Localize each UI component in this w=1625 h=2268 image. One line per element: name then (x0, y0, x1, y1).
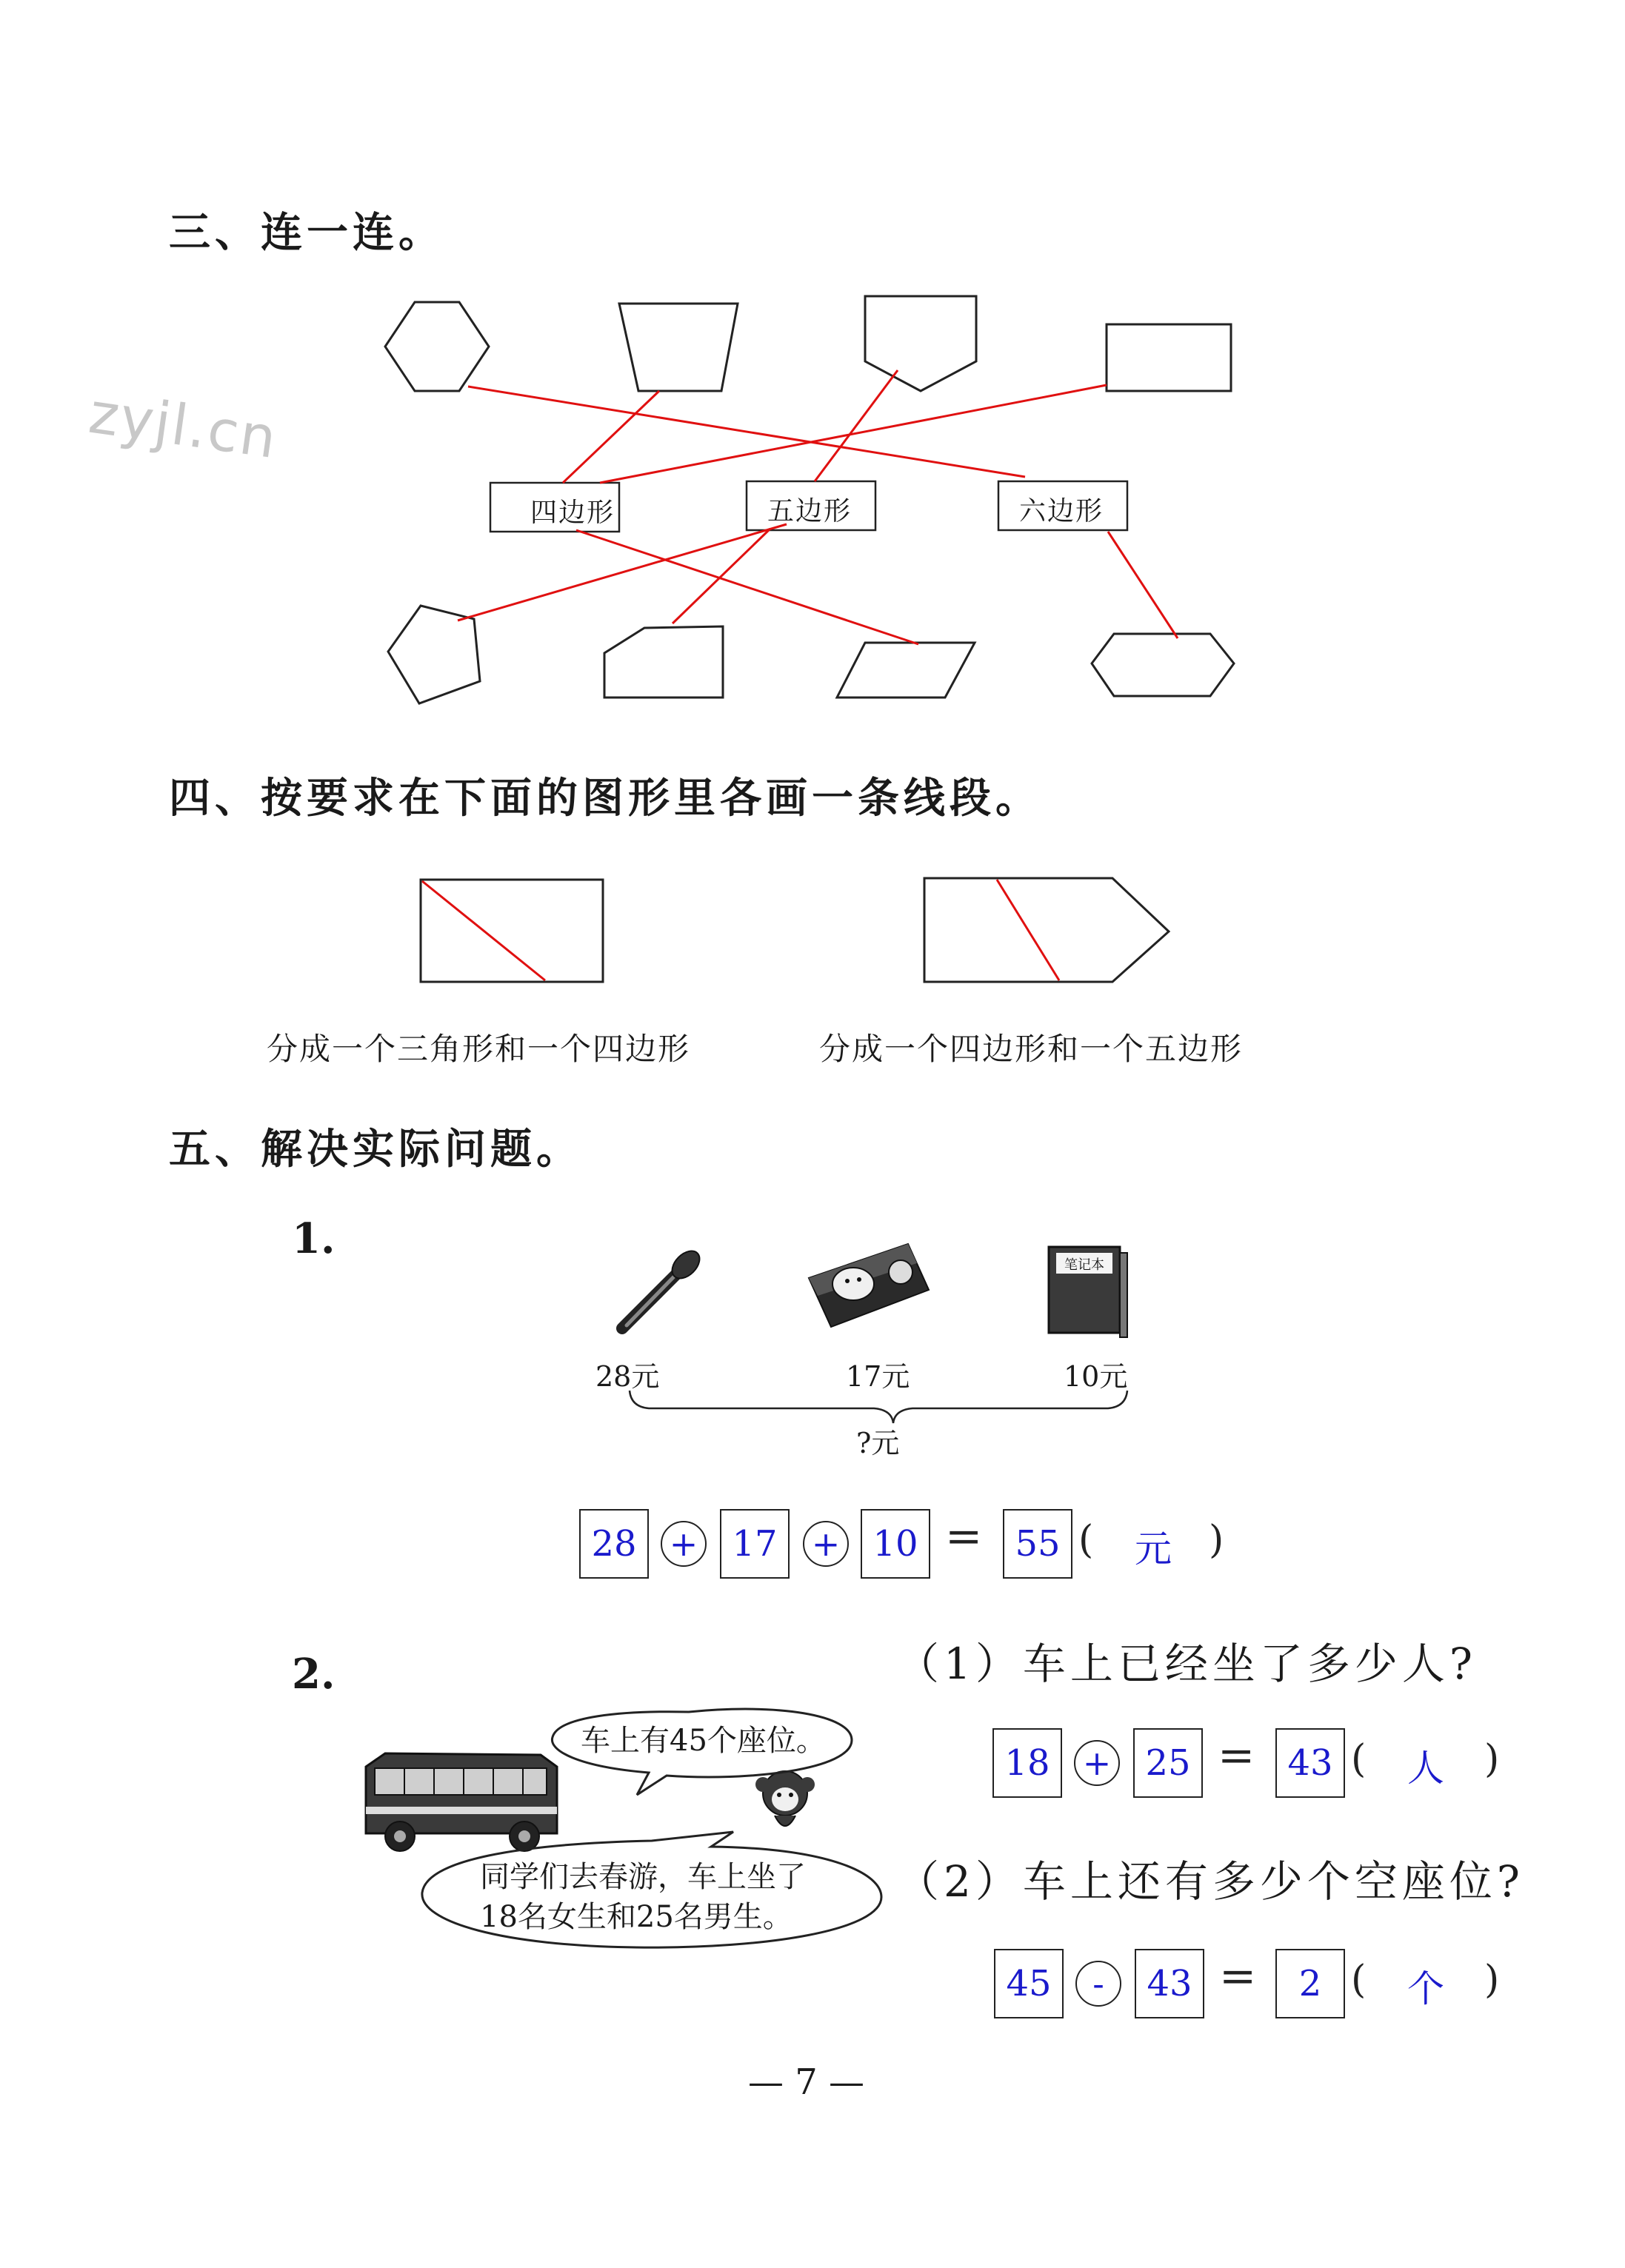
match-line (815, 370, 898, 481)
pentagon-house-shape (604, 626, 723, 698)
match-line (458, 524, 787, 620)
hexagon-top-shape (385, 302, 489, 391)
q2-sub1-operator: + (1074, 1740, 1120, 1786)
match-line (600, 385, 1107, 483)
q2-sub1-paren-close: ) (1484, 1737, 1500, 1782)
q2-sub2-paren-open: ( (1351, 1958, 1367, 2002)
monkey-icon (755, 1771, 815, 1826)
bubble-seats-text: 车上有45个座位。 (581, 1724, 826, 1758)
label-hexagon: 六边形 (1019, 496, 1104, 526)
pencil-case-price: 17元 (846, 1360, 910, 1393)
split-line (997, 880, 1059, 980)
q1-addend-2: 17 (720, 1509, 790, 1579)
rectangle-shape (1107, 324, 1231, 391)
q2-sub2-result: 2 (1275, 1949, 1345, 2018)
q2-sub2-subtrahend: 43 (1135, 1949, 1204, 2018)
q1-operator-2: + (803, 1521, 849, 1567)
watermark: zyjl.cn (85, 379, 282, 472)
q2-sub2-paren-close: ) (1484, 1958, 1500, 2002)
split-rectangle-shape (421, 880, 603, 982)
pentagon-bottom-shape (388, 606, 480, 703)
match-line (1108, 532, 1178, 638)
pen-icon (622, 1246, 704, 1328)
q2-sub1-addend-2: 25 (1133, 1728, 1203, 1798)
caption-quadrilateral-pentagon: 分成一个四边形和一个五边形 (819, 1031, 1244, 1067)
hexagon-bottom-shape (1092, 634, 1234, 696)
notebook-icon (1049, 1247, 1127, 1337)
q2-sub1-unit: 人 (1407, 1747, 1444, 1790)
q2-sub1-addend-1: 18 (992, 1728, 1062, 1798)
question-number-1: 1. (292, 1214, 336, 1263)
question-number-2: 2. (292, 1650, 336, 1699)
total-price: ?元 (856, 1427, 900, 1459)
parallelogram-shape (837, 643, 975, 698)
page-number: — 7 — (748, 2061, 865, 2103)
q2-sub1-result: 43 (1275, 1728, 1345, 1798)
split-pentagon-shape (924, 878, 1169, 982)
q1-paren-close: ) (1209, 1518, 1224, 1562)
q2-sub1-equals: = (1218, 1730, 1255, 1782)
q1-unit: 元 (1135, 1528, 1172, 1570)
section5-heading: 五、解决实际问题。 (169, 1125, 582, 1174)
q2-sub1-question: （1）车上已经坐了多少人? (896, 1639, 1477, 1689)
q1-addend-3: 10 (861, 1509, 930, 1579)
q2-sub1-paren-open: ( (1351, 1737, 1367, 1782)
notebook-label: 笔记本 (1064, 1257, 1104, 1273)
q1-addend-1: 28 (579, 1509, 649, 1579)
pencil-case-icon (809, 1244, 929, 1327)
label-quadrilateral: 四边形 (530, 498, 615, 528)
label-pentagon: 五边形 (767, 496, 852, 526)
caption-triangle-quadrilateral: 分成一个三角形和一个四边形 (267, 1031, 691, 1067)
q2-sub2-operator: - (1075, 1961, 1121, 2007)
q2-sub2-unit: 个 (1407, 1967, 1444, 2010)
q1-equals: = (945, 1511, 983, 1562)
q1-operator-1: + (661, 1521, 707, 1567)
q1-paren-open: ( (1078, 1518, 1094, 1562)
total-brace (630, 1391, 1127, 1423)
match-line (576, 530, 918, 644)
q1-result: 55 (1003, 1509, 1072, 1579)
q2-sub2-question: （2）车上还有多少个空座位? (896, 1856, 1524, 1907)
bubble-students-line1: 同学们去春游，车上坐了 (480, 1860, 806, 1894)
notebook-price: 10元 (1064, 1360, 1128, 1393)
q2-sub2-minuend: 45 (994, 1949, 1064, 2018)
pen-price: 28元 (595, 1360, 660, 1393)
section3-heading: 三、连一连。 (169, 209, 444, 257)
pentagon-top-shape (865, 296, 976, 391)
q2-sub2-equals: = (1219, 1950, 1257, 2002)
match-line (468, 387, 1025, 477)
bus-icon (366, 1753, 557, 1851)
trapezoid-shape (619, 304, 738, 391)
split-line (422, 881, 545, 980)
section4-heading: 四、按要求在下面的图形里各画一条线段。 (169, 775, 1041, 823)
bubble-students-line2: 18名女生和25名男生。 (480, 1900, 793, 1934)
